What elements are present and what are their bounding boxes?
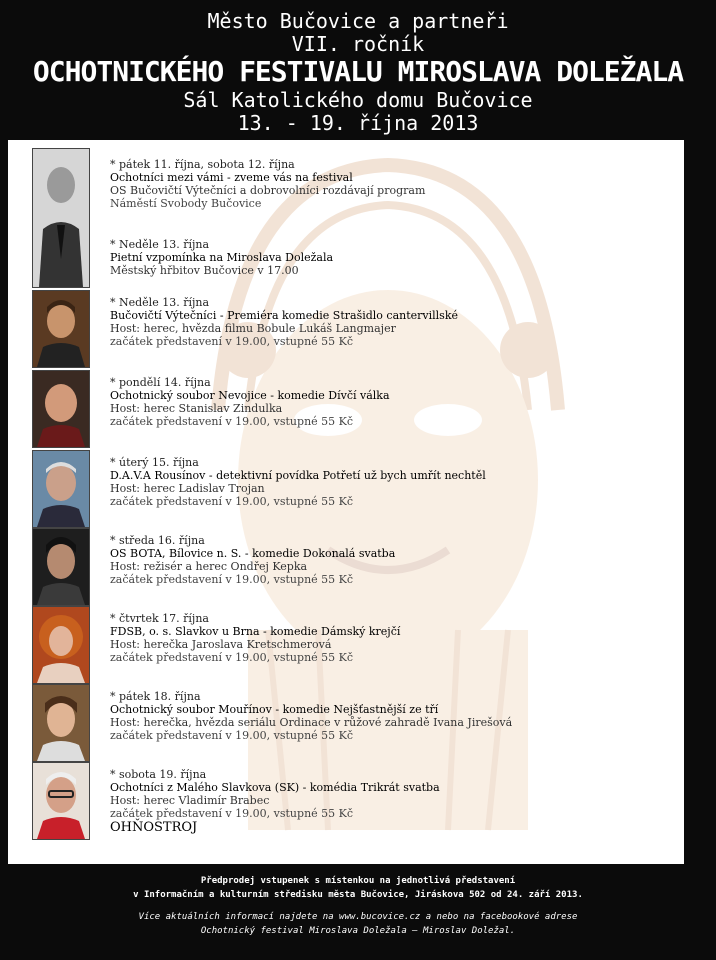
event-title: Ochotnický soubor Mouřínov - komedie Nejšťastnější ze tří (110, 703, 439, 716)
event-date: * čtvrtek 17. října (110, 612, 209, 625)
event-guest: Host: režisér a herec Ondřej Kepka (110, 560, 308, 573)
event-date: * pátek 11. října, sobota 12. října (110, 158, 295, 171)
event-date: * středa 16. října (110, 534, 205, 547)
event-title: Ochotníci mezi vámi - zveme vás na festival (110, 171, 353, 184)
event-title: FDSB, o. s. Slavkov u Brna - komedie Dámský krejčí (110, 625, 401, 638)
event-time-price: začátek představení v 19.00, vstupné 55 Kč (110, 729, 354, 742)
event-time-price: začátek představení v 19.00, vstupné 55 Kč (110, 807, 354, 820)
event-detail: OS Bučovičtí Výtečníci a dobrovolníci rozdávají program (110, 184, 426, 197)
event-guest: Host: herečka Jaroslava Kretschmerová (110, 638, 332, 651)
event-date: * sobota 19. října (110, 768, 207, 781)
event-guest: Host: herec Vladimír Brabec (110, 794, 270, 807)
more-info-line: Více aktuálních informací najdete na www.bucovice.cz a nebo na facebookové adrese (138, 912, 578, 922)
portrait-photo (32, 528, 90, 606)
portrait-photo (32, 762, 90, 840)
event-title: Pietní vzpomínka na Miroslava Doležala (110, 251, 334, 264)
event-title: OS BOTA, Bílovice n. S. - komedie Dokonalá svatba (110, 547, 396, 560)
event-guest: Host: herec, hvězda filmu Bobule Lukáš Langmajer (110, 322, 396, 335)
portrait-photo (32, 370, 90, 448)
portrait-photo (32, 148, 90, 288)
poster-header (0, 0, 716, 140)
presale-location-line: v Informačním a kulturním středisku města Bučovice, Jiráskova 502 od 24. září 2013. (133, 890, 583, 900)
program-panel (8, 140, 684, 864)
event-guest: Host: herečka, hvězda seriálu Ordinace v růžové zahradě Ivana Jirešová (110, 716, 513, 729)
portrait-photo (32, 684, 90, 762)
venue-line: Sál Katolického domu Bučovice (183, 88, 533, 112)
event-title: D.A.V.A Rousínov - detektivní povídka Potřetí už bych umřít nechtěl (110, 469, 486, 482)
edition-line: VII. ročník (291, 32, 425, 56)
event-date: * pátek 18. října (110, 690, 201, 703)
event-date: * Neděle 13. října (110, 296, 210, 309)
portrait-photo (32, 606, 90, 684)
poster-footer (0, 864, 716, 960)
event-time-price: začátek představení v 19.00, vstupné 55 Kč (110, 651, 354, 664)
right-border (684, 140, 716, 864)
event-time-price: začátek představení v 19.00, vstupné 55 Kč (110, 495, 354, 508)
event-time-price: začátek představení v 19.00, vstupné 55 Kč (110, 335, 354, 348)
event-guest: Host: herec Stanislav Zindulka (110, 402, 283, 415)
portrait-photo (32, 290, 90, 368)
event-detail: Městský hřbitov Bučovice v 17.00 (110, 264, 299, 277)
portrait-photo (32, 450, 90, 528)
event-title: Ochotnický soubor Nevojice - komedie Dívčí válka (110, 389, 390, 402)
event-location: Náměstí Svobody Bučovice (110, 197, 262, 210)
event-date: * pondělí 14. října (110, 376, 211, 389)
event-date: * Neděle 13. října (110, 238, 210, 251)
event-title: Ochotníci z Malého Slavkova (SK) - komédia Trikrát svatba (110, 781, 440, 794)
dates-line: 13. - 19. října 2013 (237, 111, 479, 135)
fireworks-label: OHŇOSTROJ (110, 820, 198, 835)
event-time-price: začátek představení v 19.00, vstupné 55 Kč (110, 573, 354, 586)
event-guest: Host: herec Ladislav Trojan (110, 482, 265, 495)
event-title: Bučovičtí Výtečníci - Premiéra komedie Strašidlo cantervillské (110, 309, 459, 322)
facebook-line: Ochotnický festival Miroslava Doležala – Miroslav Doležal. (200, 926, 516, 936)
organizer-line: Město Bučovice a partneři (207, 9, 509, 33)
event-date: * úterý 15. října (110, 456, 199, 469)
festival-title: OCHOTNICKÉHO FESTIVALU MIROSLAVA DOLEŽALA (32, 55, 684, 88)
event-time-price: začátek představení v 19.00, vstupné 55 Kč (110, 415, 354, 428)
presale-line: Předprodej vstupenek s místenkou na jednotlivá představení (200, 876, 516, 886)
